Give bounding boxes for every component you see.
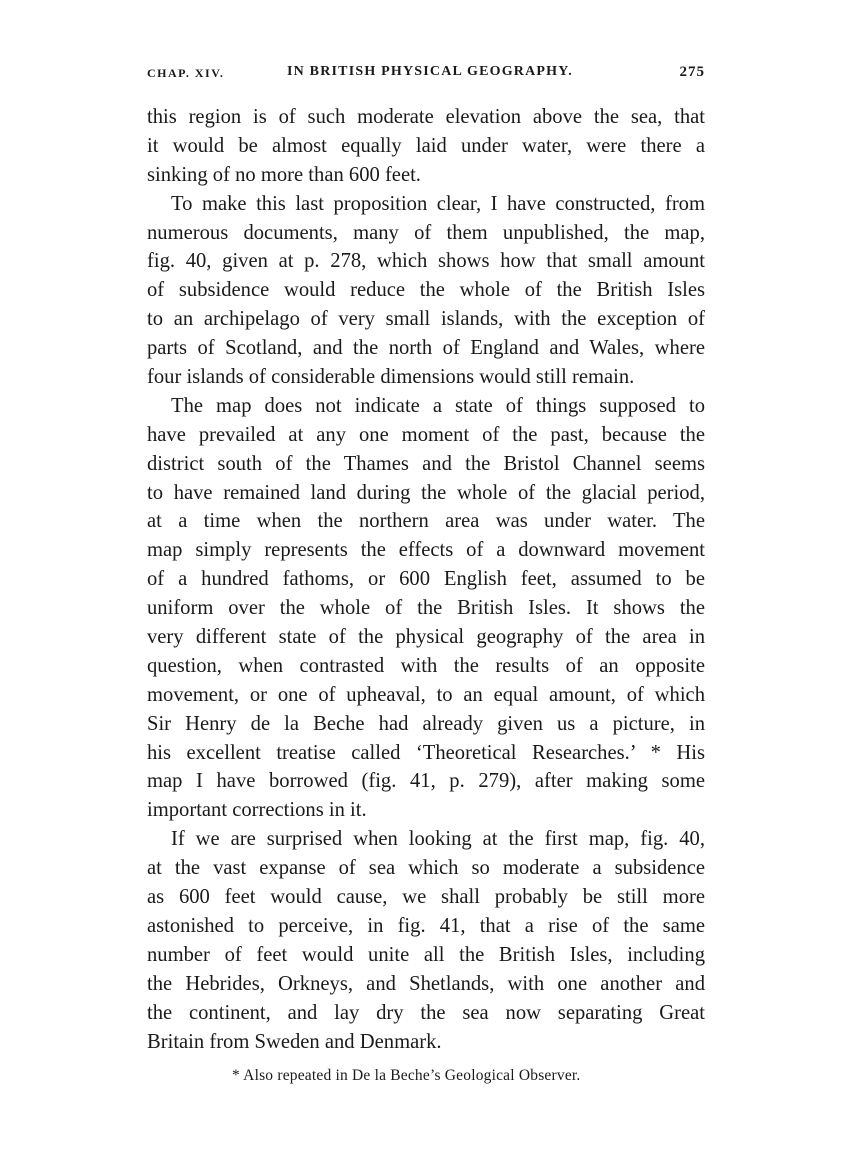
text-line: very different state of the physical geography of the area in <box>147 626 705 649</box>
paragraph <box>147 103 705 190</box>
text-line: numerous documents, many of them unpublished, the map, <box>147 221 705 244</box>
text-line: Britain from Sweden and Denmark. <box>147 1030 442 1053</box>
text-line: to have remained land during the whole of the glacial period, <box>147 481 705 504</box>
text-line: sinking of no more than 600 feet. <box>147 163 421 186</box>
paragraph <box>147 825 705 1056</box>
text-line: at a time when the northern area was under water. The <box>147 510 705 533</box>
text-line: question, when contrasted with the results of an opposite <box>147 654 705 677</box>
text-line: The map does not indicate a state of things supposed to <box>171 394 705 417</box>
text-line: map I have borrowed (fig. 41, p. 279), after making some <box>147 770 705 793</box>
text-line: number of feet would unite all the British Isles, including <box>147 943 705 966</box>
running-title: IN BRITISH PHYSICAL GEOGRAPHY. <box>287 64 573 79</box>
page-number: 275 <box>679 64 705 80</box>
text-line: astonished to perceive, in fig. 41, that a rise of the same <box>147 914 705 937</box>
text-line: of subsidence would reduce the whole of the British Isles <box>147 279 705 302</box>
chapter-label: CHAP. XIV. <box>147 66 225 80</box>
text-line: the Hebrides, Orkneys, and Shetlands, with one another and <box>147 972 705 995</box>
text-line: district south of the Thames and the Bristol Channel seems <box>147 452 705 475</box>
text-line: at the vast expanse of sea which so moderate a subsidence <box>147 857 705 880</box>
text-line: it would be almost equally laid under water, were there a <box>147 134 705 157</box>
text-line: To make this last proposition clear, I have constructed, from <box>171 192 705 215</box>
text-line: map simply represents the effects of a downward movement <box>147 539 705 562</box>
text-line: parts of Scotland, and the north of England and Wales, where <box>147 337 705 360</box>
body-text <box>147 103 705 1056</box>
text-line: movement, or one of upheaval, to an equal amount, of which <box>147 683 705 706</box>
text-line: to an archipelago of very small islands, with the exception of <box>147 308 705 331</box>
text-line: this region is of such moderate elevation above the sea, that <box>147 106 705 128</box>
text-line: have prevailed at any one moment of the past, because the <box>147 423 705 446</box>
paragraph <box>147 190 705 392</box>
text-line: his excellent treatise called ‘Theoretical Researches.’ * His <box>147 741 705 764</box>
footnote: * Also repeated in De la Beche’s Geological Observer. <box>232 1067 581 1084</box>
text-line: the continent, and lay dry the sea now separating Great <box>147 1001 705 1024</box>
text-line: Sir Henry de la Beche had already given us a picture, in <box>147 712 705 735</box>
text-line: important corrections in it. <box>147 799 367 822</box>
text-line: If we are surprised when looking at the first map, fig. 40, <box>171 828 705 851</box>
running-head <box>147 64 705 86</box>
text-line: as 600 feet would cause, we shall probably be still more <box>147 886 705 909</box>
text-line: uniform over the whole of the British Isles. It shows the <box>147 597 705 620</box>
text-line: fig. 40, given at p. 278, which shows how that small amount <box>147 250 705 273</box>
text-line: of a hundred fathoms, or 600 English feet, assumed to be <box>147 568 705 591</box>
paragraph <box>147 392 705 825</box>
text-line: four islands of considerable dimensions would still remain. <box>147 366 635 389</box>
